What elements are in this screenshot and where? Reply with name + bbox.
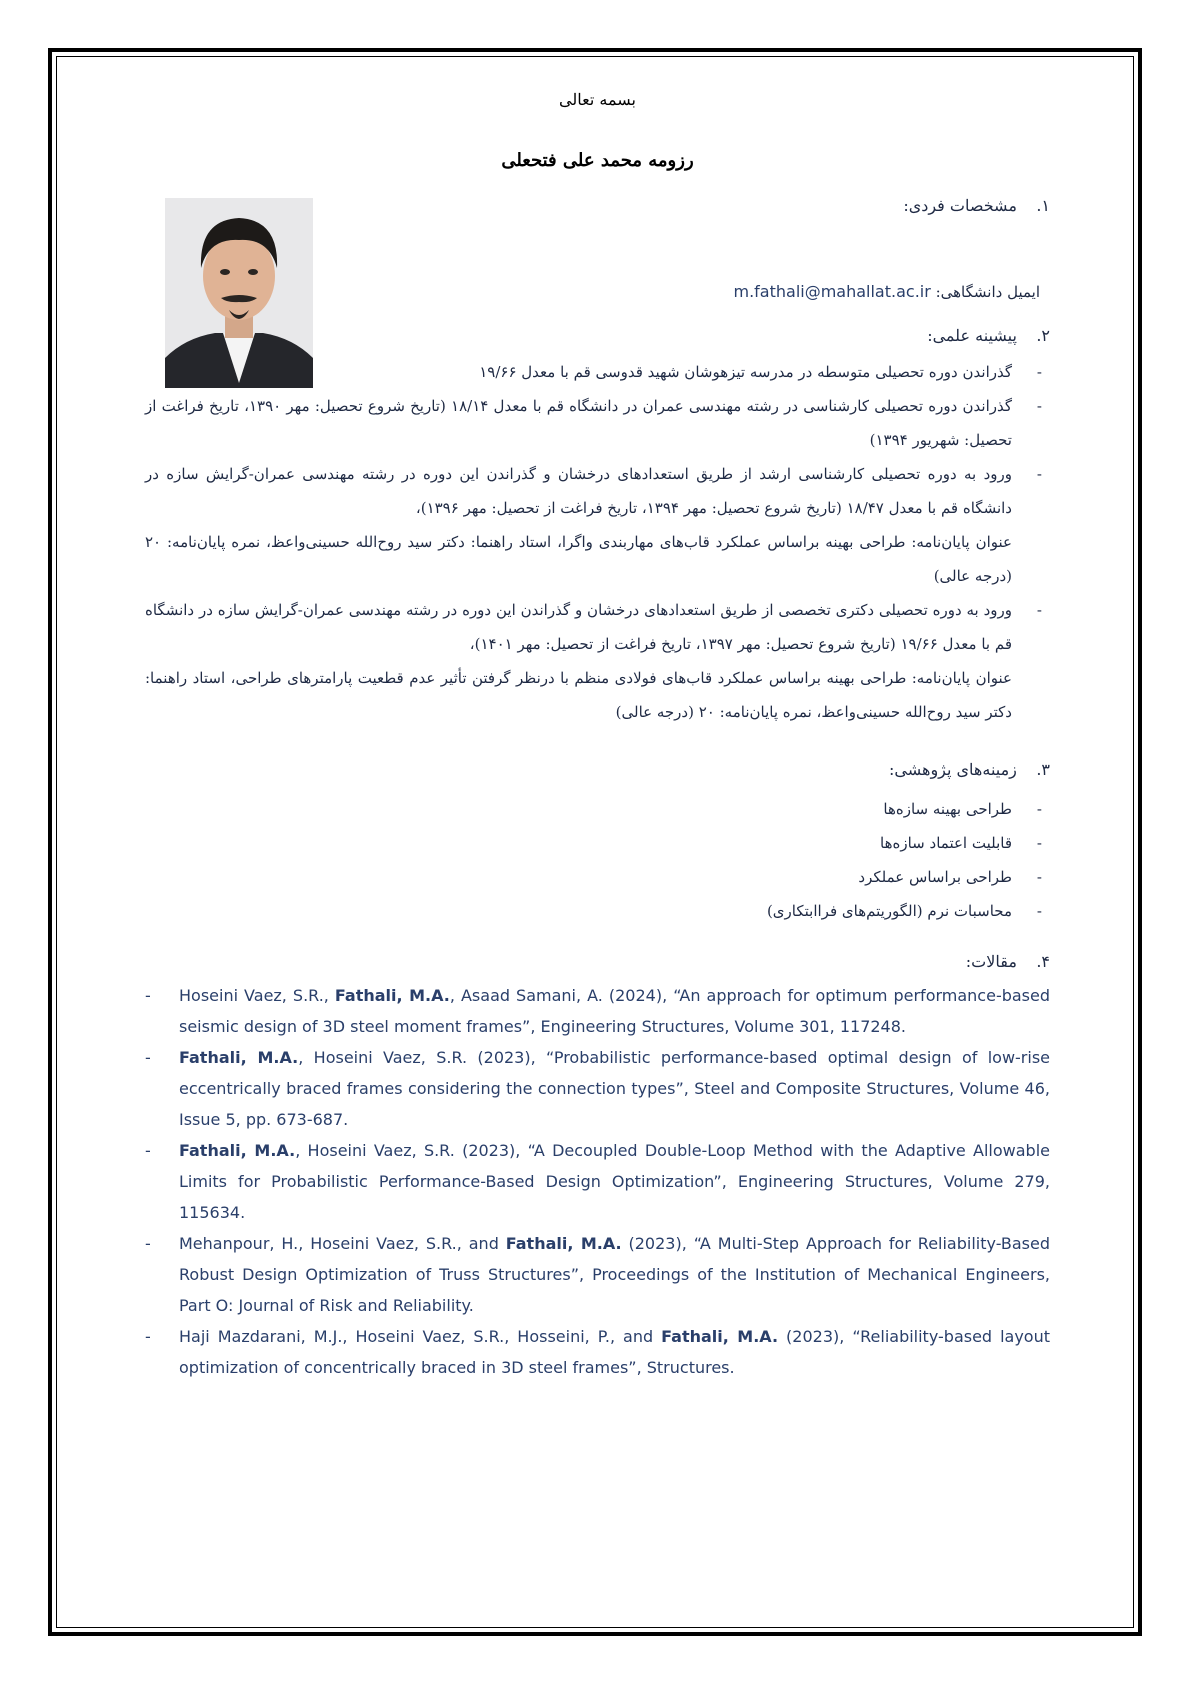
- article-authors-pre: Mehanpour, H., Hoseini Vaez, S.R., and: [179, 1234, 506, 1253]
- article-details: , Asaad Samani, A. (2024), “An approach for optimum performance-based seismic design of 3D steel moment frames”, Engineering Structures, Volume 301, 117248.: [179, 986, 1051, 1036]
- list-item: - ورود به دوره تحصیلی دکتری تخصصی از طریق استعدادهای درخشان و گذراندن این دوره در رشته مهندسی عمران-گرایش سازه در دانشگاه قم با معدل ۱۹/۶۶ (تاریخ شروع تحصیل: مهر ۱۳۹۷، تاریخ فراغت از تحصیل: مهر ۱۴۰۱)،: [145, 601, 1042, 653]
- email-link[interactable]: m.fathali@mahallat.ac.ir: [733, 282, 931, 301]
- section-title: مقالات:: [965, 952, 1017, 971]
- list-item: - قابلیت اعتماد سازه‌ها: [880, 834, 1042, 852]
- list-item-text: طراحی بهینه سازه‌ها: [883, 800, 1012, 818]
- section-personal-heading: [903, 196, 1050, 215]
- article-author-highlight: Fathali, M.A.: [505, 1234, 622, 1253]
- header-invocation: بسمه تعالی: [559, 90, 636, 109]
- article-item: - Haji Mazdarani, M.J., Hoseini Vaez, S.R., Hosseini, P., and Fathali, M.A. (2023), “Reliability-based layout optimization of concentrically braced in 3D steel frames”, Structures.: [145, 1327, 1051, 1377]
- article-authors-pre: Haji Mazdarani, M.J., Hoseini Vaez, S.R., Hosseini, P., and: [179, 1327, 662, 1346]
- section-title: زمینه‌های پژوهشی:: [889, 760, 1017, 779]
- section-articles-heading: [966, 952, 1050, 971]
- article-details: (2023), “Reliability-based layout optimization of concentrically braced in 3D steel frames”, Structures.: [179, 1327, 1051, 1377]
- list-item: - ورود به دوره تحصیلی کارشناسی ارشد از طریق استعدادهای درخشان و گذراندن این دوره در رشته مهندسی عمران-گرایش سازه در دانشگاه قم با معدل ۱۸/۴۷ (تاریخ شروع تحصیل: مهر ۱۳۹۴، تاریخ فراغت از تحصیل: مهر ۱۳۹۶)،: [145, 465, 1042, 517]
- list-item-text: طراحی براساس عملکرد: [858, 868, 1012, 886]
- list-item-text: ورود به دوره تحصیلی کارشناسی ارشد از طریق استعدادهای درخشان و گذراندن این دوره در رشته مهندسی عمران-گرایش سازه در دانشگاه قم با معدل ۱۸/۴۷ (تاریخ شروع تحصیل: مهر ۱۳۹۴، تاریخ فراغت از تحصیل: مهر ۱۳۹۶)،: [145, 465, 1012, 517]
- section-number: ۳.: [1036, 760, 1050, 779]
- list-item-text: محاسبات نرم (الگوریتم‌های فراابتکاری): [766, 902, 1012, 920]
- list-item-text: گذراندن دوره تحصیلی متوسطه در مدرسه تیزهوشان شهید قدوسی قم با معدل ۱۹/۶۶: [479, 363, 1012, 381]
- email-label: ایمیل دانشگاهی:: [935, 283, 1040, 301]
- list-item: - محاسبات نرم (الگوریتم‌های فراابتکاری): [766, 902, 1042, 920]
- article-item: - Hoseini Vaez, S.R., Fathali, M.A., Asaad Samani, A. (2024), “An approach for optimum performance-based seismic design of 3D steel moment frames”, Engineering Structures, Volume 301, 117248.: [145, 986, 1051, 1036]
- list-item-text: ورود به دوره تحصیلی دکتری تخصصی از طریق استعدادهای درخشان و گذراندن این دوره در رشته مهندسی عمران-گرایش سازه در دانشگاه قم با معدل ۱۹/۶۶ (تاریخ شروع تحصیل: مهر ۱۳۹۷، تاریخ فراغت از تحصیل: مهر ۱۴۰۱)،: [145, 601, 1012, 653]
- article-author-highlight: Fathali, M.A.: [661, 1327, 779, 1346]
- article-author-highlight: Fathali, M.A.: [179, 1141, 296, 1160]
- section-title: پیشینه علمی:: [927, 326, 1017, 345]
- section-number: ۲.: [1036, 326, 1050, 345]
- thesis-ms: عنوان پایان‌نامه: طراحی بهینه براساس عملکرد قاب‌های مهاربندی واگرا، استاد راهنما: دکتر سید روح‌الله حسینی‌واعظ، نمره پایان‌نامه: ۲۰ (درجه عالی): [145, 533, 1012, 585]
- section-academic-heading: [927, 326, 1050, 345]
- article-author-highlight: Fathali, M.A.: [179, 1048, 299, 1067]
- list-item: - طراحی بهینه سازه‌ها: [883, 800, 1042, 818]
- article-item: - Fathali, M.A., Hoseini Vaez, S.R. (2023), “Probabilistic performance-based optimal design of low-rise eccentrically braced frames considering the connection types”, Steel and Composite Structures, Volume 46, Issue 5, pp. 673-687.: [145, 1048, 1051, 1129]
- email-line: [733, 282, 1040, 301]
- section-number: ۱.: [1036, 196, 1050, 215]
- section-research-heading: [889, 760, 1050, 779]
- article-author-highlight: Fathali, M.A.: [334, 986, 450, 1005]
- list-item-text: گذراندن دوره تحصیلی کارشناسی در رشته مهندسی عمران در دانشگاه قم با معدل ۱۸/۱۴ (تاریخ شروع تحصیل: مهر ۱۳۹۰، تاریخ فراغت از تحصیل: شهریور ۱۳۹۴): [145, 397, 1013, 449]
- article-authors-pre: Hoseini Vaez, S.R.,: [179, 986, 335, 1005]
- section-title: مشخصات فردی:: [903, 196, 1017, 215]
- thesis-phd: عنوان پایان‌نامه: طراحی بهینه براساس عملکرد قاب‌های فولادی منظم با درنظر گرفتن تأثیر عدم قطعیت پارامترهای طراحی، استاد راهنما: دکتر سید روح‌الله حسینی‌واعظ، نمره پایان‌نامه: ۲۰ (درجه عالی): [145, 669, 1012, 721]
- research-interests-list: [145, 792, 1050, 928]
- article-details: (2023), “A Multi-Step Approach for Reliability-Based Robust Design Optimization of Truss Structures”, Proceedings of the Institution of Mechanical Engineers, Part O: Journal of Risk and Reliability.: [179, 1234, 1051, 1315]
- list-item: - طراحی براساس عملکرد: [858, 868, 1042, 886]
- article-item: - Mehanpour, H., Hoseini Vaez, S.R., and Fathali, M.A. (2023), “A Multi-Step Approach for Reliability-Based Robust Design Optimization of Truss Structures”, Proceedings of the Institution of Mechanical Engineers, Part O: Journal of Risk and Reliability.: [145, 1234, 1051, 1315]
- list-item: - گذراندن دوره تحصیلی متوسطه در مدرسه تیزهوشان شهید قدوسی قم با معدل ۱۹/۶۶: [479, 363, 1042, 381]
- list-item: - گذراندن دوره تحصیلی کارشناسی در رشته مهندسی عمران در دانشگاه قم با معدل ۱۸/۱۴ (تاریخ شروع تحصیل: مهر ۱۳۹۰، تاریخ فراغت از تحصیل: شهریور ۱۳۹۴): [145, 397, 1042, 449]
- section-number: ۴.: [1036, 952, 1050, 971]
- list-item-text: قابلیت اعتماد سازه‌ها: [880, 834, 1012, 852]
- articles-list: [145, 980, 1050, 1383]
- article-item: - Fathali, M.A., Hoseini Vaez, S.R. (2023), “A Decoupled Double-Loop Method with the Adaptive Allowable Limits for Probabilistic Performance-Based Design Optimization”, Engineering Structures, Volume 279, 115634.: [145, 1141, 1050, 1222]
- page-title: رزومه محمد علی فتحعلی: [501, 150, 694, 171]
- article-details: , Hoseini Vaez, S.R. (2023), “Probabilistic performance-based optimal design of low-rise eccentrically braced frames considering the connection types”, Steel and Composite Structures, Volume 46, Issue 5, pp. 673-687.: [179, 1048, 1051, 1129]
- article-details: , Hoseini Vaez, S.R. (2023), “A Decoupled Double-Loop Method with the Adaptive Allowable Limits for Probabilistic Performance-Based Design Optimization”, Engineering Structures, Volume 279, 115634.: [179, 1141, 1050, 1222]
- academic-history-list: [145, 355, 1050, 729]
